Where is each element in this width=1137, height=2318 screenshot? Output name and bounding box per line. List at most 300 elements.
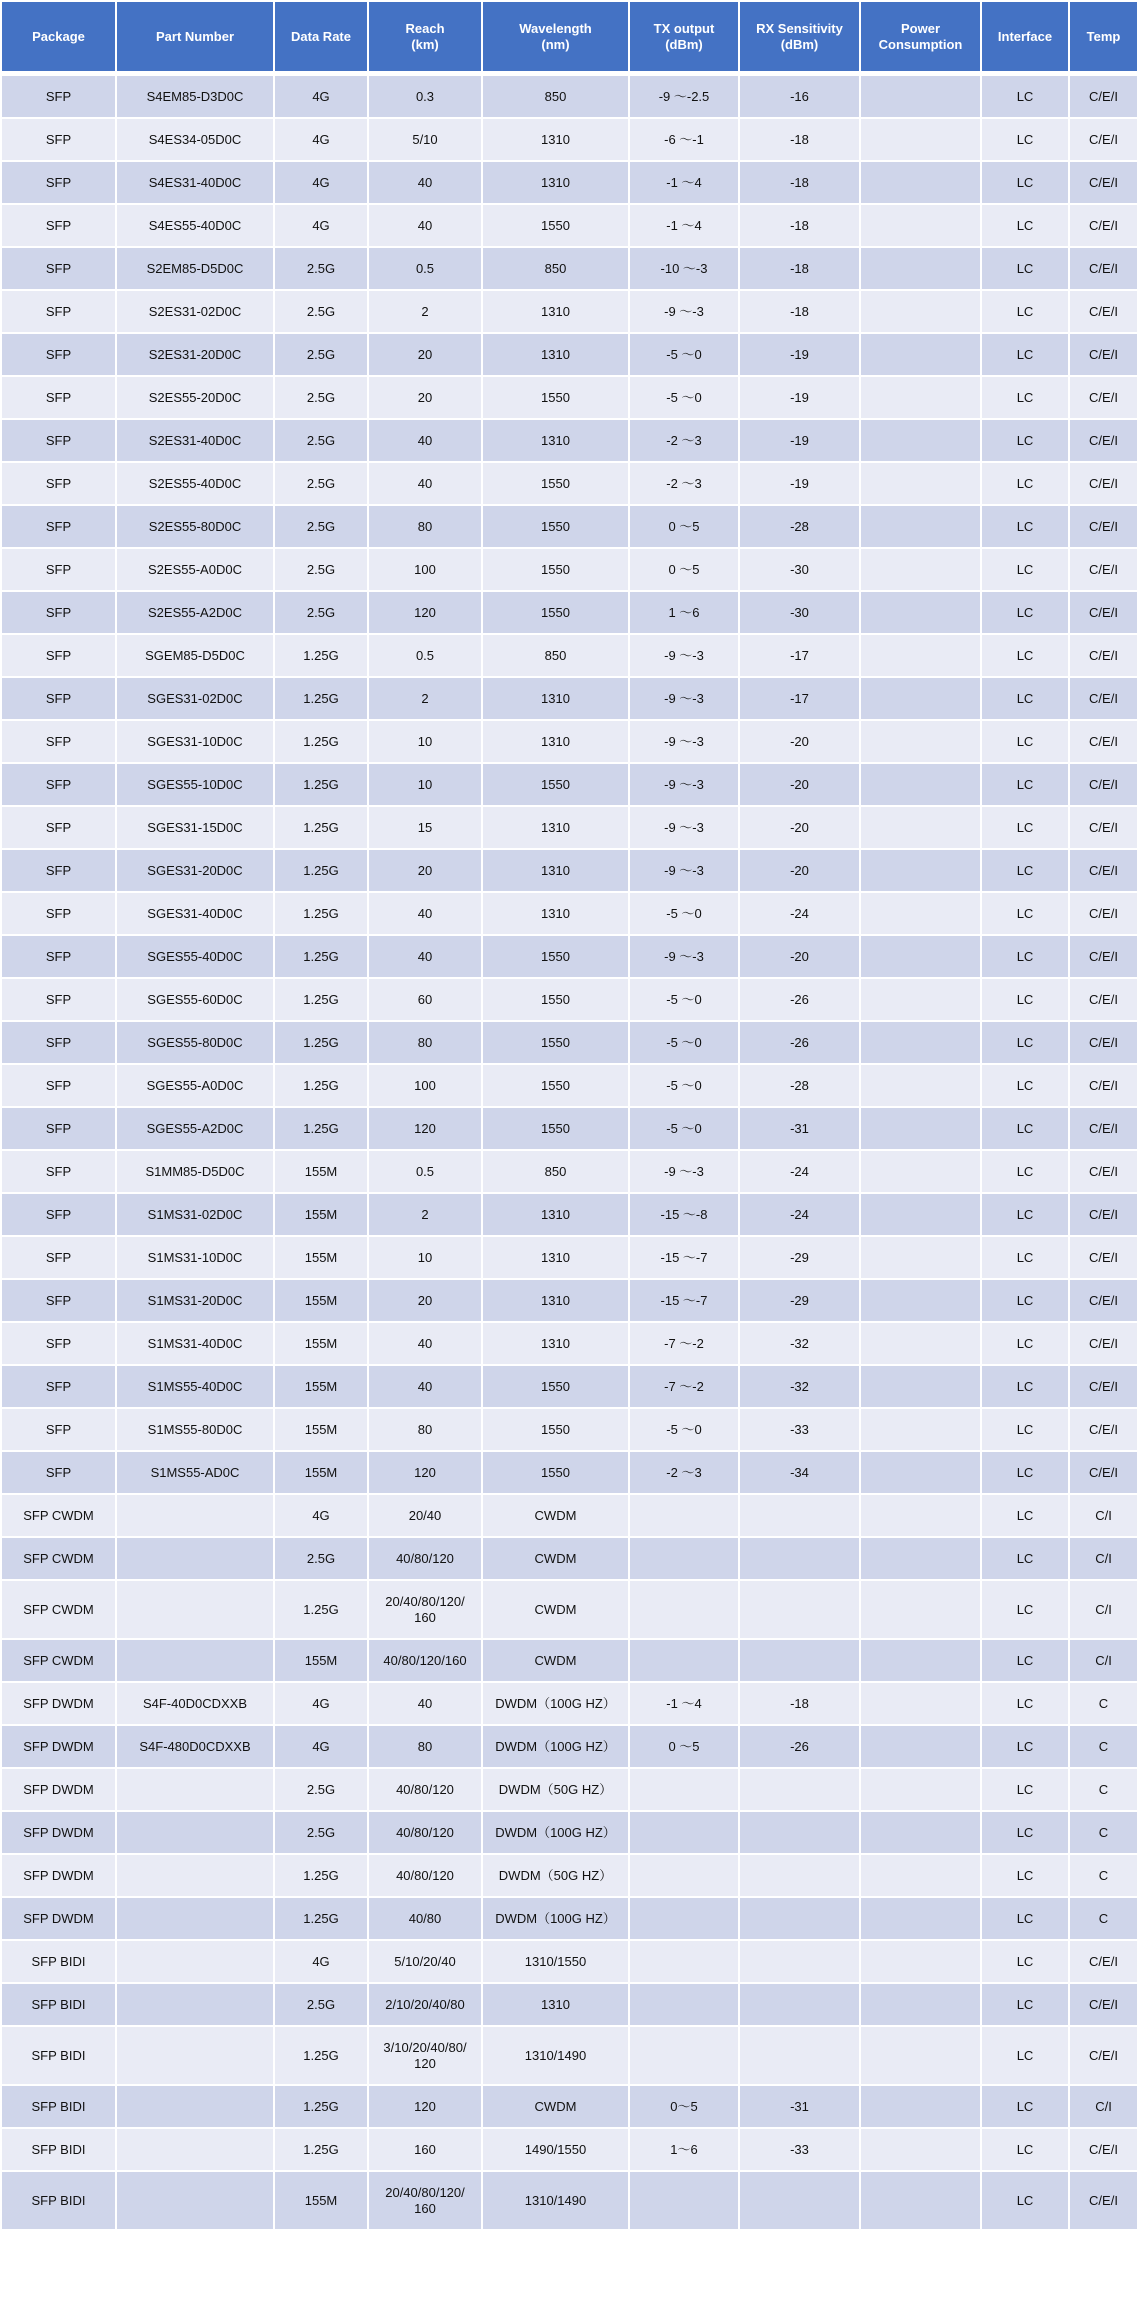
cell-interface: LC (981, 204, 1069, 247)
cell-power-consumption (860, 204, 981, 247)
cell-rx-sensitivity: -16 (739, 74, 860, 119)
cell-power-consumption (860, 2171, 981, 2230)
cell-power-consumption (860, 1365, 981, 1408)
cell-part-number (116, 1768, 274, 1811)
cell-interface: LC (981, 1725, 1069, 1768)
cell-part-number: SGES31-10D0C (116, 720, 274, 763)
cell-wavelength: 1310 (482, 419, 629, 462)
cell-rx-sensitivity (739, 1494, 860, 1537)
cell-package: SFP (1, 634, 116, 677)
column-header-part-number: Part Number (116, 1, 274, 74)
table-row (1, 333, 1137, 376)
cell-package: SFP (1, 204, 116, 247)
cell-package: SFP (1, 849, 116, 892)
cell-temp: C/E/I (1069, 2026, 1137, 2085)
table-row (1, 2085, 1137, 2128)
cell-data-rate: 2.5G (274, 333, 368, 376)
cell-interface: LC (981, 161, 1069, 204)
cell-rx-sensitivity: -20 (739, 763, 860, 806)
cell-reach: 40/80/120 (368, 1811, 482, 1854)
cell-data-rate: 1.25G (274, 892, 368, 935)
cell-part-number: S2ES31-02D0C (116, 290, 274, 333)
cell-reach: 5/10 (368, 118, 482, 161)
cell-wavelength: 1310 (482, 333, 629, 376)
cell-part-number: SGES31-02D0C (116, 677, 274, 720)
cell-power-consumption (860, 720, 981, 763)
cell-interface: LC (981, 2171, 1069, 2230)
cell-tx-output (629, 2171, 739, 2230)
cell-interface: LC (981, 376, 1069, 419)
cell-part-number (116, 2171, 274, 2230)
cell-wavelength: 1310 (482, 1983, 629, 2026)
cell-reach: 100 (368, 548, 482, 591)
cell-tx-output: -5 ～0 (629, 1107, 739, 1150)
cell-data-rate: 1.25G (274, 763, 368, 806)
cell-reach: 80 (368, 1021, 482, 1064)
cell-interface: LC (981, 2128, 1069, 2171)
cell-tx-output: -1 ～4 (629, 204, 739, 247)
cell-interface: LC (981, 849, 1069, 892)
cell-package: SFP BIDI (1, 2171, 116, 2230)
cell-package: SFP (1, 1451, 116, 1494)
cell-part-number: S2ES55-A2D0C (116, 591, 274, 634)
cell-part-number: SGES55-80D0C (116, 1021, 274, 1064)
table-row (1, 978, 1137, 1021)
cell-interface: LC (981, 1494, 1069, 1537)
table-row (1, 2026, 1137, 2085)
column-header-tx-output: TX output (dBm) (629, 1, 739, 74)
cell-rx-sensitivity (739, 1983, 860, 2026)
cell-wavelength: 1550 (482, 376, 629, 419)
cell-temp: C/E/I (1069, 333, 1137, 376)
cell-wavelength: 850 (482, 247, 629, 290)
cell-part-number: SGES31-15D0C (116, 806, 274, 849)
cell-tx-output: -15 ～-8 (629, 1193, 739, 1236)
cell-part-number: S4EM85-D3D0C (116, 74, 274, 119)
cell-power-consumption (860, 763, 981, 806)
cell-data-rate: 4G (274, 1725, 368, 1768)
cell-wavelength: 1310 (482, 1236, 629, 1279)
cell-reach: 20/40/80/120/ 160 (368, 1580, 482, 1639)
cell-reach: 20/40/80/120/ 160 (368, 2171, 482, 2230)
cell-wavelength: 1310 (482, 849, 629, 892)
cell-package: SFP (1, 1021, 116, 1064)
cell-interface: LC (981, 462, 1069, 505)
table-row (1, 892, 1137, 935)
cell-interface: LC (981, 1064, 1069, 1107)
cell-package: SFP DWDM (1, 1682, 116, 1725)
cell-tx-output: -15 ～-7 (629, 1279, 739, 1322)
cell-rx-sensitivity (739, 1537, 860, 1580)
cell-data-rate: 4G (274, 118, 368, 161)
cell-wavelength: 1310/1490 (482, 2026, 629, 2085)
cell-data-rate: 1.25G (274, 720, 368, 763)
cell-rx-sensitivity (739, 1940, 860, 1983)
cell-wavelength: 1550 (482, 1408, 629, 1451)
cell-rx-sensitivity: -26 (739, 1725, 860, 1768)
cell-interface: LC (981, 892, 1069, 935)
cell-part-number: S4F-40D0CDXXB (116, 1682, 274, 1725)
cell-rx-sensitivity: -20 (739, 849, 860, 892)
table-row (1, 1064, 1137, 1107)
cell-part-number: S2EM85-D5D0C (116, 247, 274, 290)
cell-rx-sensitivity (739, 1811, 860, 1854)
cell-rx-sensitivity (739, 1768, 860, 1811)
column-header-wavelength: Wavelength (nm) (482, 1, 629, 74)
cell-temp: C/E/I (1069, 1322, 1137, 1365)
cell-power-consumption (860, 333, 981, 376)
cell-interface: LC (981, 720, 1069, 763)
cell-temp: C/E/I (1069, 1064, 1137, 1107)
cell-package: SFP DWDM (1, 1897, 116, 1940)
cell-tx-output: -9 ～-3 (629, 935, 739, 978)
cell-tx-output: -2 ～3 (629, 462, 739, 505)
cell-tx-output (629, 1494, 739, 1537)
table-row (1, 161, 1137, 204)
cell-package: SFP (1, 1107, 116, 1150)
cell-rx-sensitivity: -31 (739, 2085, 860, 2128)
cell-data-rate: 1.25G (274, 806, 368, 849)
cell-interface: LC (981, 1365, 1069, 1408)
cell-part-number: S1MS55-40D0C (116, 1365, 274, 1408)
cell-power-consumption (860, 290, 981, 333)
table-header (1, 1, 1137, 74)
table-row (1, 1897, 1137, 1940)
cell-package: SFP BIDI (1, 2026, 116, 2085)
cell-interface: LC (981, 548, 1069, 591)
cell-temp: C/E/I (1069, 978, 1137, 1021)
table-row (1, 677, 1137, 720)
table-row (1, 1639, 1137, 1682)
cell-part-number (116, 1983, 274, 2026)
cell-wavelength: 1310 (482, 1322, 629, 1365)
cell-wavelength: 1550 (482, 505, 629, 548)
cell-tx-output: -5 ～0 (629, 1021, 739, 1064)
table-row (1, 1811, 1137, 1854)
cell-temp: C/E/I (1069, 1193, 1137, 1236)
cell-reach: 40/80/120 (368, 1854, 482, 1897)
cell-reach: 40/80 (368, 1897, 482, 1940)
cell-rx-sensitivity: -20 (739, 935, 860, 978)
cell-rx-sensitivity: -18 (739, 118, 860, 161)
cell-interface: LC (981, 1451, 1069, 1494)
cell-part-number (116, 1580, 274, 1639)
table-row (1, 1322, 1137, 1365)
table-row (1, 1107, 1137, 1150)
cell-part-number: S1MS31-10D0C (116, 1236, 274, 1279)
cell-reach: 20 (368, 849, 482, 892)
cell-part-number (116, 1537, 274, 1580)
cell-temp: C (1069, 1811, 1137, 1854)
cell-temp: C/E/I (1069, 2128, 1137, 2171)
cell-reach: 40 (368, 1365, 482, 1408)
cell-temp: C (1069, 1725, 1137, 1768)
cell-part-number (116, 1494, 274, 1537)
cell-wavelength: 1310 (482, 118, 629, 161)
cell-power-consumption (860, 978, 981, 1021)
table-row (1, 1494, 1137, 1537)
cell-temp: C/E/I (1069, 1150, 1137, 1193)
cell-package: SFP (1, 376, 116, 419)
cell-tx-output: -15 ～-7 (629, 1236, 739, 1279)
cell-package: SFP DWDM (1, 1854, 116, 1897)
cell-power-consumption (860, 2128, 981, 2171)
cell-reach: 0.3 (368, 74, 482, 119)
cell-part-number: S4F-480D0CDXXB (116, 1725, 274, 1768)
cell-package: SFP CWDM (1, 1580, 116, 1639)
cell-data-rate: 1.25G (274, 1107, 368, 1150)
table-row (1, 720, 1137, 763)
cell-rx-sensitivity: -26 (739, 1021, 860, 1064)
cell-tx-output: -5 ～0 (629, 376, 739, 419)
cell-wavelength: 1310 (482, 161, 629, 204)
cell-part-number: S2ES55-20D0C (116, 376, 274, 419)
cell-package: SFP (1, 1150, 116, 1193)
cell-package: SFP DWDM (1, 1725, 116, 1768)
cell-part-number: SGES31-20D0C (116, 849, 274, 892)
table-row (1, 849, 1137, 892)
cell-package: SFP BIDI (1, 1983, 116, 2026)
table-row (1, 1451, 1137, 1494)
cell-reach: 0.5 (368, 634, 482, 677)
cell-wavelength: CWDM (482, 1537, 629, 1580)
cell-reach: 10 (368, 763, 482, 806)
cell-part-number: S1MS55-AD0C (116, 1451, 274, 1494)
cell-temp: C (1069, 1854, 1137, 1897)
cell-power-consumption (860, 1451, 981, 1494)
cell-tx-output: -9 ～-3 (629, 763, 739, 806)
table-row (1, 1021, 1137, 1064)
cell-interface: LC (981, 978, 1069, 1021)
cell-package: SFP (1, 1064, 116, 1107)
cell-power-consumption (860, 1408, 981, 1451)
cell-package: SFP BIDI (1, 2085, 116, 2128)
cell-wavelength: 1310 (482, 806, 629, 849)
cell-reach: 10 (368, 1236, 482, 1279)
table-row (1, 247, 1137, 290)
cell-temp: C/I (1069, 1639, 1137, 1682)
cell-tx-output: -5 ～0 (629, 892, 739, 935)
cell-power-consumption (860, 1193, 981, 1236)
cell-package: SFP (1, 935, 116, 978)
cell-part-number (116, 2085, 274, 2128)
cell-rx-sensitivity: -18 (739, 290, 860, 333)
cell-tx-output: -1 ～4 (629, 161, 739, 204)
cell-tx-output: -9 ～-3 (629, 806, 739, 849)
cell-wavelength: 850 (482, 634, 629, 677)
cell-wavelength: 1550 (482, 763, 629, 806)
cell-part-number: S2ES55-A0D0C (116, 548, 274, 591)
cell-rx-sensitivity: -34 (739, 1451, 860, 1494)
cell-reach: 20 (368, 1279, 482, 1322)
cell-wavelength: 1550 (482, 462, 629, 505)
cell-power-consumption (860, 935, 981, 978)
cell-tx-output: -9 ～-3 (629, 849, 739, 892)
table-row (1, 118, 1137, 161)
cell-rx-sensitivity: -26 (739, 978, 860, 1021)
cell-data-rate: 2.5G (274, 247, 368, 290)
cell-reach: 160 (368, 2128, 482, 2171)
cell-package: SFP (1, 118, 116, 161)
cell-power-consumption (860, 892, 981, 935)
cell-power-consumption (860, 1639, 981, 1682)
cell-package: SFP (1, 1408, 116, 1451)
cell-rx-sensitivity: -17 (739, 677, 860, 720)
cell-reach: 40/80/120 (368, 1768, 482, 1811)
cell-tx-output: 1 ～6 (629, 591, 739, 634)
cell-package: SFP (1, 290, 116, 333)
cell-data-rate: 1.25G (274, 1580, 368, 1639)
cell-part-number: S2ES55-40D0C (116, 462, 274, 505)
cell-power-consumption (860, 247, 981, 290)
table-row (1, 1682, 1137, 1725)
cell-temp: C/E/I (1069, 247, 1137, 290)
cell-rx-sensitivity: -24 (739, 1193, 860, 1236)
cell-tx-output (629, 1940, 739, 1983)
table-row (1, 1983, 1137, 2026)
cell-rx-sensitivity: -18 (739, 1682, 860, 1725)
cell-tx-output: -5 ～0 (629, 1064, 739, 1107)
cell-wavelength: CWDM (482, 1494, 629, 1537)
table-row (1, 204, 1137, 247)
cell-data-rate: 2.5G (274, 419, 368, 462)
cell-part-number: S1MS31-40D0C (116, 1322, 274, 1365)
cell-part-number (116, 1940, 274, 1983)
cell-package: SFP CWDM (1, 1537, 116, 1580)
cell-data-rate: 1.25G (274, 1854, 368, 1897)
cell-tx-output (629, 1854, 739, 1897)
cell-rx-sensitivity: -33 (739, 2128, 860, 2171)
cell-rx-sensitivity: -24 (739, 1150, 860, 1193)
cell-interface: LC (981, 1537, 1069, 1580)
cell-power-consumption (860, 1854, 981, 1897)
cell-rx-sensitivity: -33 (739, 1408, 860, 1451)
table-row (1, 1768, 1137, 1811)
cell-data-rate: 2.5G (274, 548, 368, 591)
cell-tx-output: 0 ～5 (629, 505, 739, 548)
cell-power-consumption (860, 2085, 981, 2128)
cell-temp: C/E/I (1069, 161, 1137, 204)
cell-package: SFP (1, 548, 116, 591)
cell-reach: 0.5 (368, 1150, 482, 1193)
cell-package: SFP (1, 247, 116, 290)
cell-power-consumption (860, 1107, 981, 1150)
cell-interface: LC (981, 290, 1069, 333)
cell-power-consumption (860, 1897, 981, 1940)
cell-rx-sensitivity: -24 (739, 892, 860, 935)
cell-rx-sensitivity (739, 1854, 860, 1897)
cell-rx-sensitivity (739, 1639, 860, 1682)
cell-package: SFP DWDM (1, 1811, 116, 1854)
cell-data-rate: 155M (274, 1193, 368, 1236)
cell-power-consumption (860, 118, 981, 161)
cell-tx-output (629, 1580, 739, 1639)
cell-interface: LC (981, 2085, 1069, 2128)
cell-interface: LC (981, 1854, 1069, 1897)
cell-part-number (116, 1897, 274, 1940)
cell-data-rate: 1.25G (274, 935, 368, 978)
cell-rx-sensitivity: -32 (739, 1322, 860, 1365)
cell-data-rate: 1.25G (274, 1897, 368, 1940)
cell-tx-output (629, 2026, 739, 2085)
cell-part-number: S1MS55-80D0C (116, 1408, 274, 1451)
cell-package: SFP (1, 1236, 116, 1279)
cell-part-number: S2ES31-20D0C (116, 333, 274, 376)
cell-package: SFP BIDI (1, 2128, 116, 2171)
cell-reach: 40 (368, 462, 482, 505)
cell-power-consumption (860, 505, 981, 548)
cell-temp: C/E/I (1069, 118, 1137, 161)
column-header-rx-sensitivity: RX Sensitivity (dBm) (739, 1, 860, 74)
cell-temp: C (1069, 1897, 1137, 1940)
cell-reach: 2 (368, 290, 482, 333)
cell-rx-sensitivity: -32 (739, 1365, 860, 1408)
cell-tx-output: -5 ～0 (629, 333, 739, 376)
table-row (1, 806, 1137, 849)
cell-power-consumption (860, 591, 981, 634)
cell-interface: LC (981, 1021, 1069, 1064)
cell-tx-output: -9 ～-3 (629, 290, 739, 333)
table-row (1, 2128, 1137, 2171)
cell-data-rate: 155M (274, 1365, 368, 1408)
cell-part-number: S1MS31-20D0C (116, 1279, 274, 1322)
cell-rx-sensitivity: -20 (739, 720, 860, 763)
cell-tx-output: -10 ～-3 (629, 247, 739, 290)
cell-data-rate: 2.5G (274, 376, 368, 419)
cell-data-rate: 1.25G (274, 849, 368, 892)
column-header-interface: Interface (981, 1, 1069, 74)
cell-interface: LC (981, 1580, 1069, 1639)
cell-tx-output: -9 ～-3 (629, 677, 739, 720)
cell-data-rate: 2.5G (274, 290, 368, 333)
table-row (1, 1236, 1137, 1279)
cell-rx-sensitivity: -19 (739, 333, 860, 376)
cell-tx-output: 0 ～5 (629, 548, 739, 591)
cell-wavelength: 850 (482, 74, 629, 119)
cell-wavelength: 1550 (482, 1365, 629, 1408)
cell-temp: C (1069, 1768, 1137, 1811)
cell-wavelength: 1550 (482, 1107, 629, 1150)
table-row (1, 1537, 1137, 1580)
cell-rx-sensitivity: -18 (739, 161, 860, 204)
cell-data-rate: 2.5G (274, 591, 368, 634)
cell-reach: 40/80/120/160 (368, 1639, 482, 1682)
cell-power-consumption (860, 1021, 981, 1064)
cell-rx-sensitivity: -28 (739, 1064, 860, 1107)
cell-part-number: SGES31-40D0C (116, 892, 274, 935)
cell-wavelength: DWDM（50G HZ） (482, 1768, 629, 1811)
cell-data-rate: 1.25G (274, 634, 368, 677)
cell-part-number (116, 2128, 274, 2171)
cell-wavelength: 1310/1490 (482, 2171, 629, 2230)
column-header-temp: Temp (1069, 1, 1137, 74)
cell-reach: 80 (368, 505, 482, 548)
cell-temp: C/E/I (1069, 1940, 1137, 1983)
cell-power-consumption (860, 1983, 981, 2026)
cell-temp: C/E/I (1069, 935, 1137, 978)
cell-rx-sensitivity: -28 (739, 505, 860, 548)
cell-rx-sensitivity (739, 2026, 860, 2085)
cell-data-rate: 1.25G (274, 1064, 368, 1107)
table-row (1, 1193, 1137, 1236)
cell-package: SFP BIDI (1, 1940, 116, 1983)
cell-power-consumption (860, 1064, 981, 1107)
cell-temp: C/I (1069, 1494, 1137, 1537)
cell-package: SFP DWDM (1, 1768, 116, 1811)
cell-temp: C/E/I (1069, 1451, 1137, 1494)
cell-package: SFP (1, 462, 116, 505)
cell-interface: LC (981, 1983, 1069, 2026)
